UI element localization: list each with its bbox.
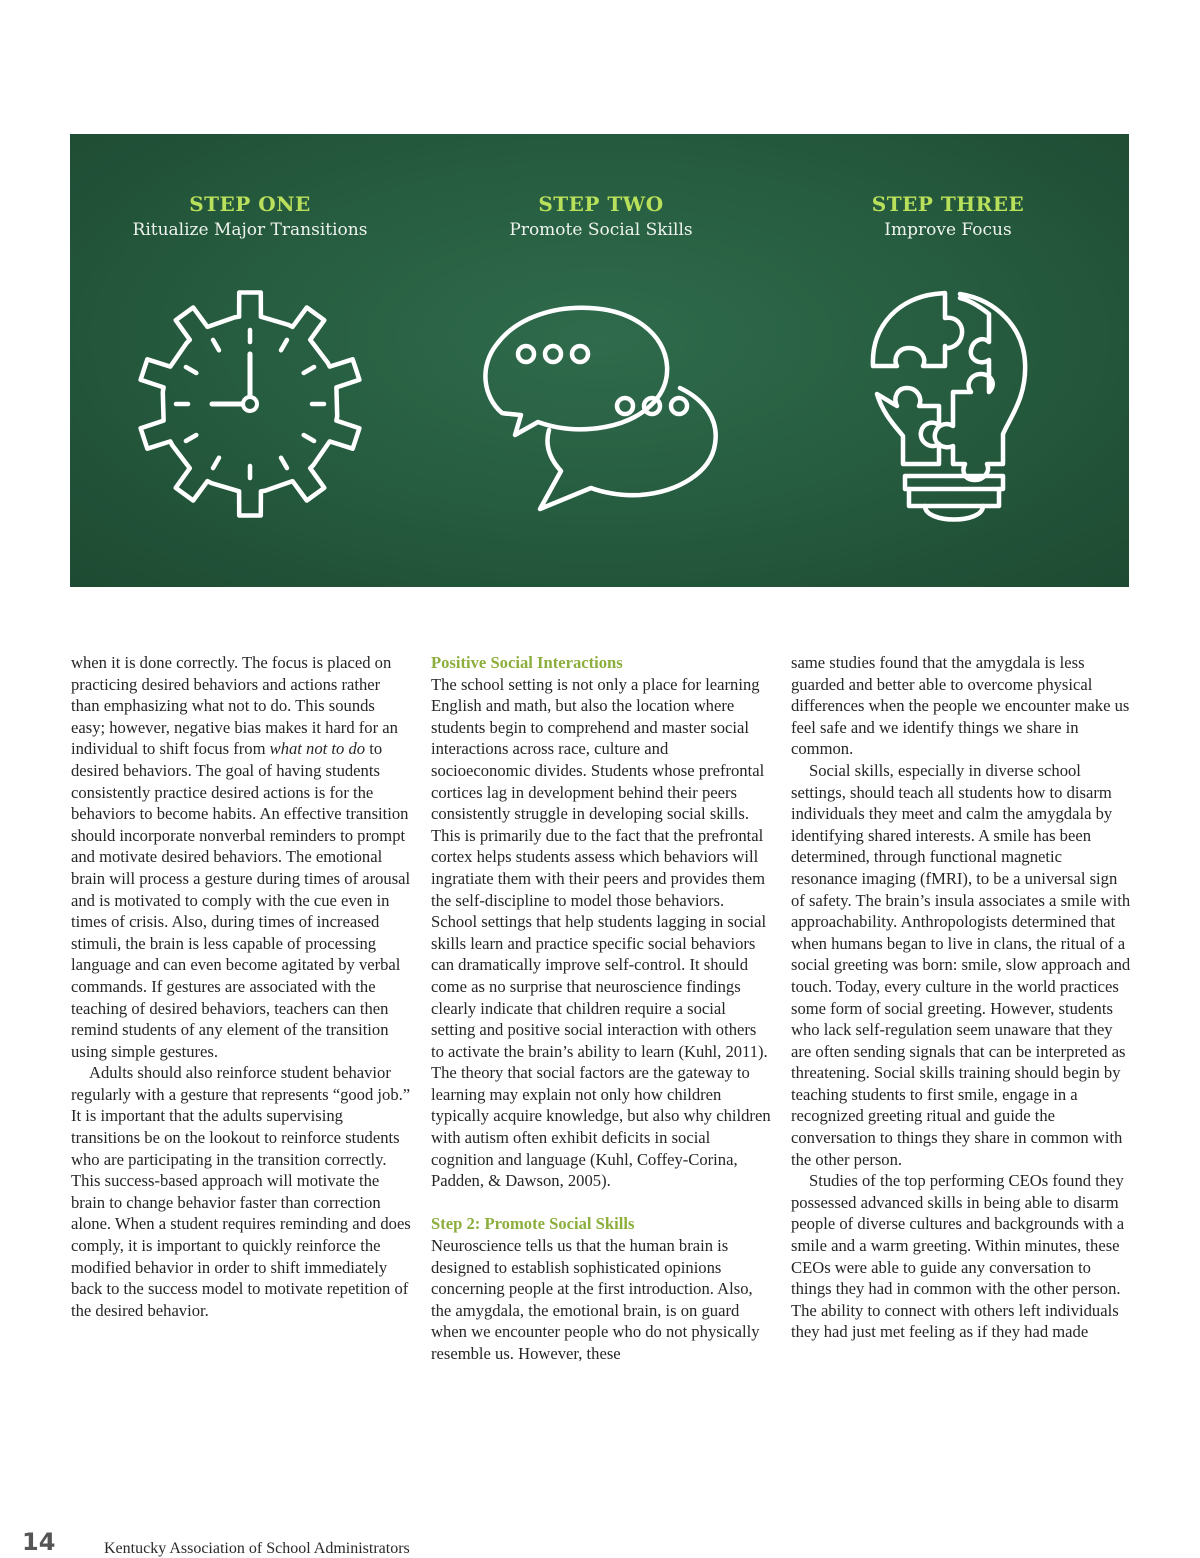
text-run: to desired behaviors. The goal of having students consistently practice desired actions is for the behaviors to become habits. An effective transition should incorporate nonverbal reminders to prompt and motivate desired behaviors. The emotional brain will process a gesture during times of arousal and is motivated to comply with the cue even in times of crisis. Also, during times of increased stimuli, the brain is less capable of processing language and can even become agitated by verbal commands. If gestures are associated with the teaching of desired behaviors, teachers can then remind students of any element of the transition using simple gestures. [71,739,411,1061]
clock-tick [281,458,287,468]
paragraph: Adults should also reinforce student behavior regularly with a gesture that represents “good job.” It is important that the adults supervising transitions be on the lookout to reinforce students who are participating in the transition correctly. This success-based approach will motivate the brain to change behavior faster than correction alone. When a student requires reminding and does comply, it is important to quickly reinforce the modified behavior in order to shift immediately back to the success model to motivate repetition of the desired behavior. [71,1063,411,1320]
section-heading: Positive Social Interactions [431,653,623,672]
step-two-subtitle: Promote Social Skills [509,220,693,240]
step-three-subtitle: Improve Focus [884,220,1012,240]
paragraph: Neuroscience tells us that the human brain is designed to establish sophisticated opinions concerning people at the first introduction. Also, the amygdala, the emotional brain, is on guard when we encounter people who do not physically resemble us. However, these [431,1236,760,1363]
puzzle-lightbulb-icon [865,284,1040,534]
article-column-2 [431,652,771,1365]
text-run: when it is done correctly. The focus is placed on practicing desired behaviors and actions rather than emphasizing what not to do. This sounds easy; however, negative bias makes it hard for an individual to shift focus from [71,653,398,759]
clock-tick [304,367,314,373]
page-number: 14 [22,1528,56,1556]
publication-name: Kentucky Association of School Administrators [104,1540,410,1557]
article-column-1 [71,652,411,1321]
step-two [436,192,766,240]
paragraph: Social skills, especially in diverse school settings, should teach all students how to disarm individuals they meet and calm the amygdala by identifying shared interests. A smile has been determined, through functional magnetic resonance imaging (fMRI), to be a universal sign of safety. The brain’s insula associates a smile with approachability. Anthropologists determined that when humans began to live in clans, the ritual of a social greeting was born: smile, slow approach and touch. Today, every culture in the world practices some form of social greeting. However, students who lack self-regulation seem unaware that they are often sending signals that can be interpreted as threatening. Social skills training should begin by teaching students to first smile, engage in a recognized greeting ritual and guide the conversation to things they share in common with the other person. [791,760,1131,1169]
clock-tick [186,367,196,373]
paragraph [71,652,411,1062]
clock-tick [281,340,287,350]
step-three [783,192,1113,240]
clock-tick [213,458,219,468]
clock-tick [304,435,314,441]
step-one-title: STEP ONE [189,192,311,216]
step-one [85,192,415,240]
step-three-title: STEP THREE [871,192,1025,216]
emphasis: what not to do [269,739,366,759]
step-two-title: STEP TWO [538,192,664,216]
clock-gear-icon [134,288,366,520]
paragraph: The school setting is not only a place for learning English and math, but also the location where students begin to comprehend and master social interactions across race, culture and socioeconomic divides. Students whose prefrontal cortices lag in development behind their peers consistently struggle in developing social skills. This is primarily due to the fact that the prefrontal cortex helps students assess which behaviors will ingratiate them with their peers and provides them the self-discipline to model those behaviors. School settings that help students lagging in social skills learn and practice specific social behaviors can dramatically improve self-control. It should come as no surprise that neuroscience findings clearly indicate that children require a social setting and positive social interaction with others to activate the brain’s ability to learn (Kuhl, 2011). The theory that social factors are the gateway to learning may explain not only how children typically acquire knowledge, but also why children with autism often exhibit deficits in social cognition and language (Kuhl, Coffey-Corina, Padden, & Dawson, 2005). [431,674,771,1191]
paragraph: same studies found that the amygdala is less guarded and better able to overcome physical differences when the people we encounter make us feel safe and we identify things we share in common. [791,653,1130,759]
clock-tick [186,435,196,441]
spacer [431,1192,771,1214]
clock-tick [213,340,219,350]
section-heading: Step 2: Promote Social Skills [431,1214,635,1234]
paragraph: Studies of the top performing CEOs found they possessed advanced skills in being able to disarm people of diverse cultures and backgrounds with a smile and a warm greeting. Within minutes, these CEOs were able to guide any conversation to things they had in common with the other person. The ability to connect with others left individuals they had just met feeling as if they had made [791,1171,1125,1342]
speech-bubbles-icon [465,296,735,521]
step-one-subtitle: Ritualize Major Transitions [132,220,368,240]
article-column-3 [791,652,1131,1343]
chalkboard-banner [70,134,1129,587]
